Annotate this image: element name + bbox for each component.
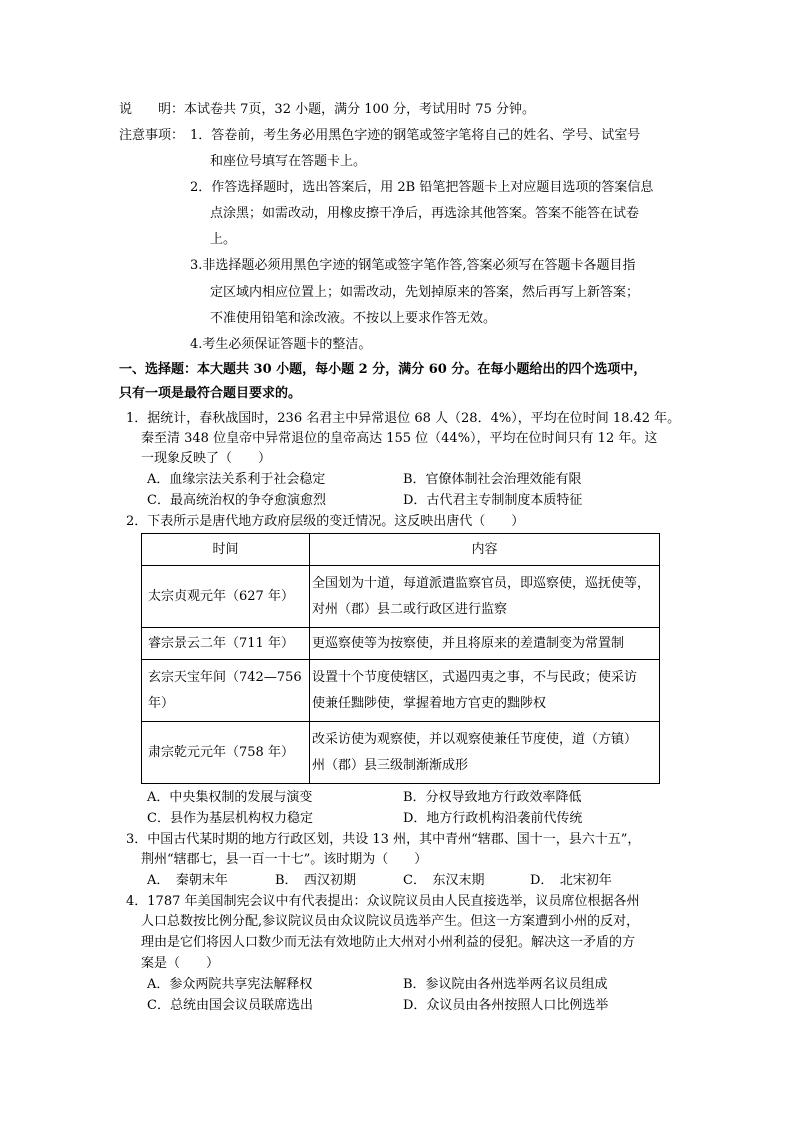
table-cell-content: 设置十个节度使辖区，式遏四夷之事，不与民政；使采访 使兼任黜陟使，掌握着地方官吏的黜陟权 xyxy=(310,660,660,722)
note-3-line-1: 3.非选择题必须用黑色字迹的钢笔或签字笔作答,答案必须写在答题卡各题目指 xyxy=(190,258,636,273)
note-2-line-2: 点涂黑；如需改动，用橡皮擦干净后，再选涂其他答案。答案不能答在试卷 xyxy=(210,206,640,221)
note-1-line-1: 1．答卷前，考生务必用黑色字迹的钢笔或签字笔将自己的姓名、学号、试室号 xyxy=(190,128,641,143)
table-cell-time: 肃宗乾元元年（758 年） xyxy=(142,722,310,784)
q3-option-b[interactable]: B． 西汉初期 xyxy=(275,873,357,888)
intro-text: 本试卷共 7页，32 小题，满分 100 分，考试用时 75 分钟。 xyxy=(184,102,535,117)
q4-stem-line-4: 案是（ ） xyxy=(141,956,220,971)
note-3-line-2: 定区域内相应位置上；如需改动，先划掉原来的答案，然后再写上新答案； xyxy=(210,285,640,300)
q3-option-d[interactable]: D． 北宋初年 xyxy=(530,873,612,888)
table-cell-time: 睿宗景云二年（711 年） xyxy=(142,628,310,660)
q2-stem-line-1: 2．下表所示是唐代地方政府层级的变迁情况。这反映出唐代（ ） xyxy=(126,514,525,529)
table-header-content: 内容 xyxy=(310,534,660,566)
q3-option-c[interactable]: C． 东汉末期 xyxy=(403,873,485,888)
note-2-line-1: 2．作答选择题时，选出答案后，用 2B 铅笔把答题卡上对应题目选项的答案信息 xyxy=(190,180,654,195)
q1-option-a[interactable]: A．血缘宗法关系利于社会稳定 xyxy=(147,472,326,487)
q4-option-d[interactable]: D．众议员由各州按照人口比例选举 xyxy=(403,998,609,1013)
note-2-line-3: 上。 xyxy=(210,232,237,247)
note-4-line-1: 4.考生必须保证答题卡的整洁。 xyxy=(190,337,372,352)
q4-option-a[interactable]: A．参众两院共享宪法解释权 xyxy=(147,977,313,992)
table-cell-content: 全国划为十道，每道派遣监察官员，即巡察使，巡抚使等， 对州（郡）县二或行政区进行监察 xyxy=(310,566,660,628)
q4-stem-line-3: 理由是它们将因人口数少而无法有效地防止大州对小州利益的侵犯。解决这一矛盾的方 xyxy=(141,935,636,950)
table-row xyxy=(142,566,660,628)
q1-option-c[interactable]: C．最高统治权的争夺愈演愈烈 xyxy=(147,493,326,508)
notes-label: 注意事项： xyxy=(119,128,185,143)
section-heading-line-1: 一、选择题：本大题共 30 小题，每小题 2 分，满分 60 分。在每小题给出的四个选项中， xyxy=(119,362,647,377)
section-heading-line-2: 只有一项是最符合题目要求的。 xyxy=(119,386,302,401)
q2-table xyxy=(141,533,660,784)
table-cell-content: 更巡察使等为按察使，并且将原来的差遣制变为常置制 xyxy=(310,628,660,660)
q2-option-a[interactable]: A．中央集权制的发展与演变 xyxy=(147,790,313,805)
q1-stem-line-3: 一现象反映了（ ） xyxy=(141,451,272,466)
q4-stem-line-1: 4．1787 年美国制宪会议中有代表提出：众议院议员由人民直接选举，议员席位根据各州 xyxy=(126,894,640,909)
q2-option-d[interactable]: D．地方行政机构沿袭前代传统 xyxy=(403,811,583,826)
table-cell-time: 太宗贞观元年（627 年） xyxy=(142,566,310,628)
q4-stem-line-2: 人口总数按比例分配,参议院议员由众议院议员选举产生。但这一方案遭到小州的反对， xyxy=(141,914,640,929)
table-header-row xyxy=(142,534,660,566)
intro-line xyxy=(119,101,535,119)
note-3-line-3: 不准使用铅笔和涂改液。不按以上要求作答无效。 xyxy=(210,311,497,326)
q2-option-c[interactable]: C．县作为基层机构权力稳定 xyxy=(147,811,313,826)
table-row xyxy=(142,628,660,660)
q3-stem-line-2: 荆州“辖郡七，县一百一十七”。该时期为（ ） xyxy=(141,852,428,867)
q1-option-d[interactable]: D．古代君主专制制度本质特征 xyxy=(403,493,583,508)
table-row xyxy=(142,660,660,722)
q1-stem-line-1: 1．据统计，春秋战国时，236 名君主中异常退位 68 人（28．4%），平均在位时间 18.42 年。 xyxy=(126,411,681,426)
table-row xyxy=(142,722,660,784)
q1-stem-line-2: 秦至清 348 位皇帝中异常退位的皇帝高达 155 位（44%），平均在位时间只有 12 年。这 xyxy=(141,431,658,446)
q2-option-b[interactable]: B．分权导致地方行政效率降低 xyxy=(403,790,582,805)
q4-option-c[interactable]: C．总统由国会议员联席选出 xyxy=(147,998,313,1013)
q1-option-b[interactable]: B．官僚体制社会治理效能有限 xyxy=(403,472,582,487)
q3-stem-line-1: 3．中国古代某时期的地方行政区划，共设 13 州，其中青州“辖郡、国十一，县六十五”， xyxy=(126,832,641,847)
table-cell-content: 改采访使为观察使，并以观察使兼任节度使，道（方镇） 州（郡）县三级制渐渐成形 xyxy=(310,722,660,784)
q4-option-b[interactable]: B．参议院由各州选举两名议员组成 xyxy=(403,977,608,992)
note-1-line-2: 和座位号填写在答题卡上。 xyxy=(210,154,367,169)
table-cell-time: 玄宗天宝年间（742—756 年） xyxy=(142,660,310,722)
q3-option-a[interactable]: A． 秦朝末年 xyxy=(147,873,228,888)
table-header-time: 时间 xyxy=(142,534,310,566)
intro-label: 说 明： xyxy=(119,102,185,117)
